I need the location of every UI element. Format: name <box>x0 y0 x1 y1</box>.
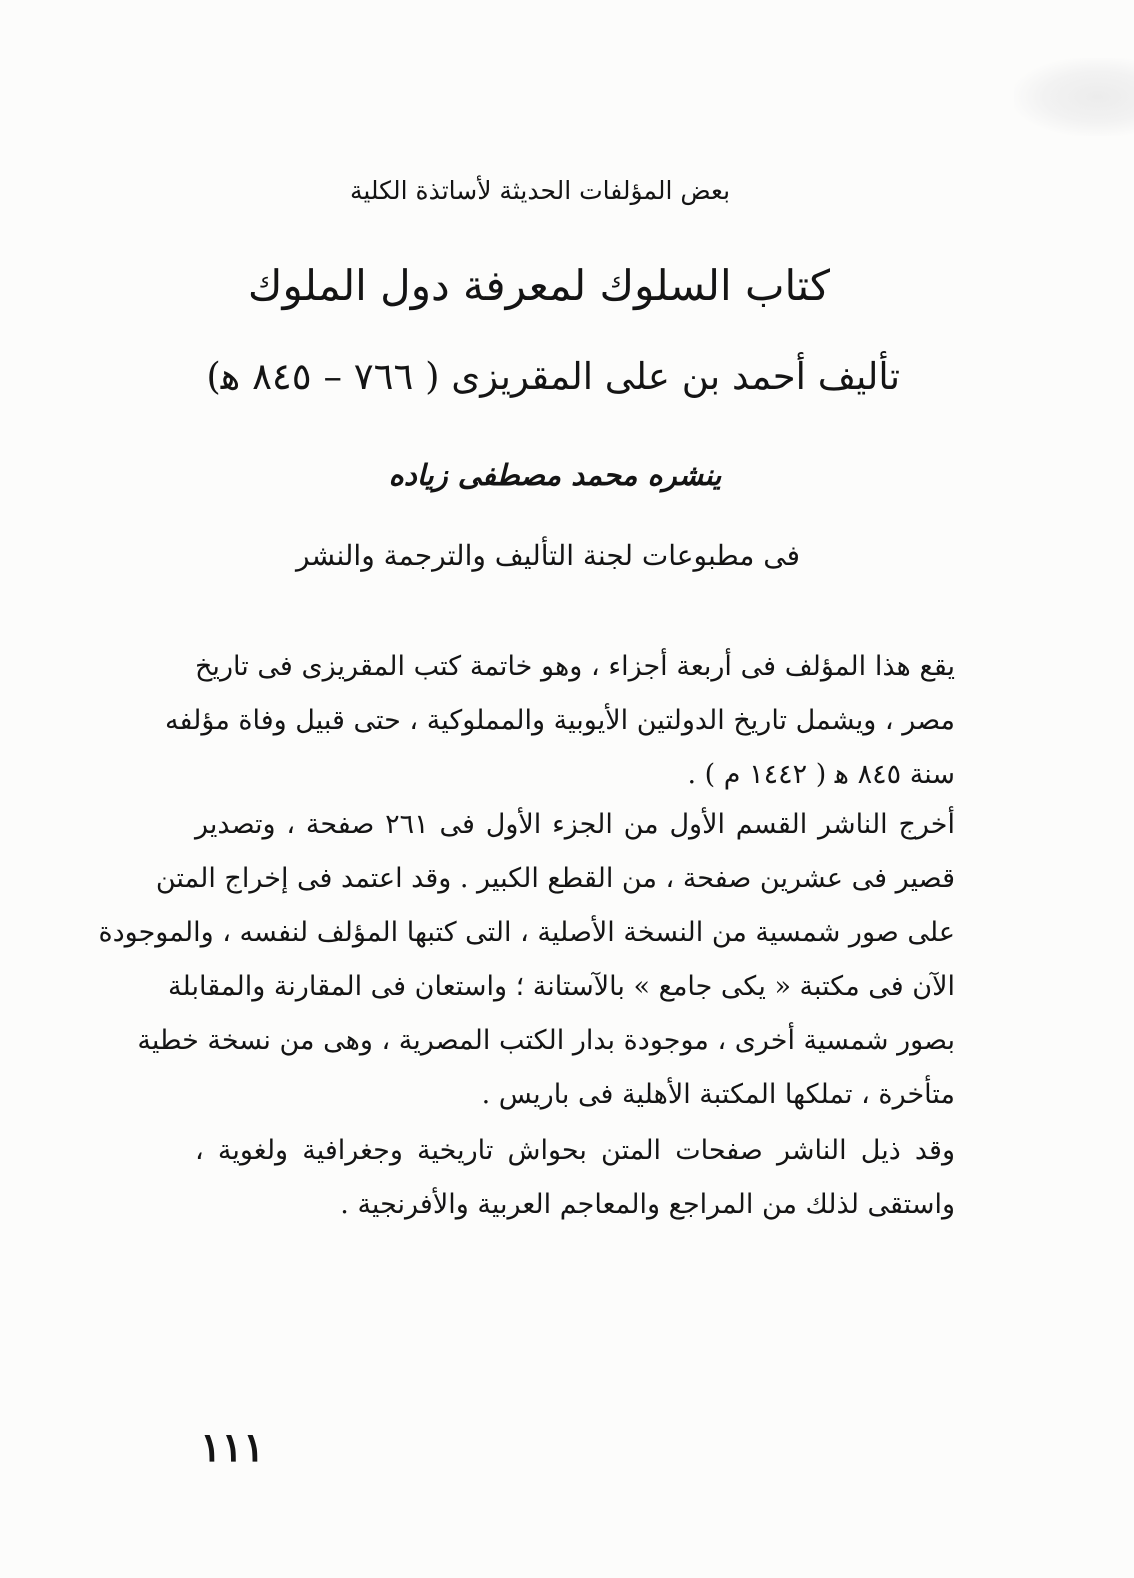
paragraph-line: واستقى لذلك من المراجع والمعاجم العربية والأفرنجية . <box>340 1189 955 1220</box>
publisher-line: فى مطبوعات لجنة التأليف والترجمة والنشر <box>296 539 800 572</box>
paragraph-annotations <box>195 1124 955 1232</box>
paragraph-edition <box>98 798 955 1122</box>
paragraph-line: متأخرة ، تملكها المكتبة الأهلية فى باريس . <box>481 1079 955 1110</box>
series-heading: بعض المؤلفات الحديثة لأساتذة الكلية <box>349 176 731 205</box>
paragraph-line: سنة ٨٤٥ ﻫ ( ١٤٤٢ م ) . <box>687 759 955 790</box>
page-number: ١١١ <box>200 1424 265 1471</box>
paragraph-line: يقع هذا المؤلف فى أربعة أجزاء ، وهو خاتمة كتب المقريزى فى تاريخ <box>195 651 955 682</box>
paragraph-line: على صور شمسية من النسخة الأصلية ، التى كتبها المؤلف لنفسه ، والموجودة <box>98 917 955 948</box>
editor-line: ينشره محمد مصطفى زياده <box>388 458 722 492</box>
paragraph-line: مصر ، ويشمل تاريخ الدولتين الأيوبية والمملوكية ، حتى قبيل وفاة مؤلفه <box>165 705 955 736</box>
paragraph-line: الآن فى مكتبة « يكى جامع » بالآستانة ؛ واستعان فى المقارنة والمقابلة <box>168 971 955 1002</box>
paragraph-line: وقد ذيل الناشر صفحات المتن بحواش تاريخية وجغرافية ولغوية ، <box>195 1135 955 1166</box>
scan-smudge <box>1014 58 1134 136</box>
paragraph-volumes <box>165 640 955 802</box>
paragraph-line: بصور شمسية أخرى ، موجودة بدار الكتب المصرية ، وهى من نسخة خطية <box>137 1025 955 1056</box>
book-title: كتاب السلوك لمعرفة دول الملوك <box>247 261 830 310</box>
paragraph-line: قصير فى عشرين صفحة ، من القطع الكبير . وقد اعتمد فى إخراج المتن <box>155 863 955 894</box>
author-line: تأليف أحمد بن على المقريزى ( ٧٦٦ – ٨٤٥ ﻫ) <box>206 355 900 398</box>
paragraph-line: أخرج الناشر القسم الأول من الجزء الأول فى ٢٦١ صفحة ، وتصدير <box>195 809 955 840</box>
